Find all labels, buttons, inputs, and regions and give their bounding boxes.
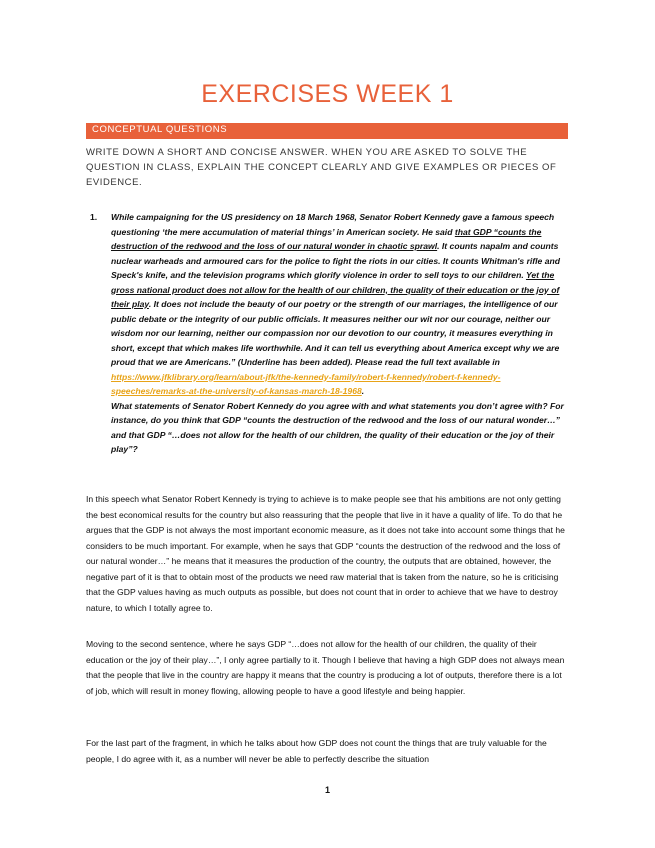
answer-paragraph-1: In this speech what Senator Robert Kennedy is trying to achieve is to make people see that his ambitions are not only getting the best economical results for the country but also reassuring that the people that live in it have a quality of life. To do that he argues that the GDP is not always the most important economic measure, as it does not take into account some things that he considers to be much important. For example, when he says that GDP “counts the destruction of the redwood and the loss of our natural wonder…” he means that it measures the production of the country, the outputs that are obtained, however, the negative part of it is that to obtain most of the products we need raw material that is taken from the nature, so he is criticising that the GDP values having as much outputs as possible, but does not count that in order to achieve that we have to destroy nature, to which I totally agree to. — [86, 494, 565, 613]
question-followup: What statements of Senator Robert Kennedy do you agree with and what statements you don’t agree with? For instance, do you think that GDP “counts the destruction of the redwood and the loss of our natural wonder…” and that GDP “…does not allow for the health of our children, the quality of their education or the joy of their play”? — [111, 400, 564, 454]
question-number: 1. — [90, 212, 98, 222]
instructions-text: WRITE DOWN A SHORT AND CONCISE ANSWER. WHEN YOU ARE ASKED TO SOLVE THE QUESTION IN CLASS, EXPLAIN THE CONCEPT CLEARLY AND GIVE EXAMPLES OR PIECES OF EVIDENCE. — [86, 147, 557, 188]
question-text-4: . — [361, 386, 365, 396]
question-text-2: . It counts napalm and counts nuclear warheads and armoured cars for the police to fight the riots in our cities. It counts Whitman's rifle and Speck's knife, and the television programs which glorify violence in order to sell toys to our children. — [111, 241, 560, 280]
question-text-3: . It does not include the beauty of our poetry or the strength of our marriages, the intelligence of our public debate or the integrity of our public officials. It measures neither our wit nor our courage, neither our wisdom nor our learning, neither our compassion nor our devotion to our country, it measures everything in short, except that which makes life worthwhile. And it can tell us everything about America except why we are proud that we are Americans.” (Underline has been added). Please read the full text available in — [111, 299, 560, 367]
section-heading: CONCEPTUAL QUESTIONS — [92, 124, 228, 135]
answer-paragraph-2: Moving to the second sentence, where he says GDP “…does not allow for the health of our children, the quality of their education or the joy of their play…”, I only agree partially to it. Though I believe that having a high GDP does not always mean that the people that live in the country are happy it means that the country is producing a lot of outputs, therefore there is a lot of job, which will result in money flowing, allowing people to have a good lifestyle and being happier. — [86, 639, 565, 696]
speech-link[interactable]: https://www.jfklibrary.org/learn/about-jfk/the-kennedy-family/robert-f-kennedy/robert-f-kennedy-speeches/remarks-at-the-university-of-kansas-march-18-1968 — [111, 371, 501, 396]
answer-paragraph-3: For the last part of the fragment, in which he talks about how GDP does not count the things that are truly valuable for the people, I do agree with it, as a number will never be able to perfectly describe the situation — [86, 738, 547, 764]
question-text-1: While campaigning for the US presidency on 18 March 1968, Senator Robert Kennedy gave a famous speech questioning ‘the mere accumulation of material things’ in American society. He said — [111, 212, 555, 237]
question-underline-1: that GDP “counts the destruction of the redwood and the loss of our natural wonder in chaotic sprawl — [111, 226, 542, 251]
page-title: EXERCISES WEEK 1 — [201, 80, 454, 108]
section-heading-bar — [86, 123, 568, 139]
question-underline-2: Yet the gross national product does not allow for the health of our children, the quality of their education or the joy of their play — [111, 270, 560, 309]
page-number: 1 — [324, 785, 330, 795]
question-body — [111, 210, 571, 457]
